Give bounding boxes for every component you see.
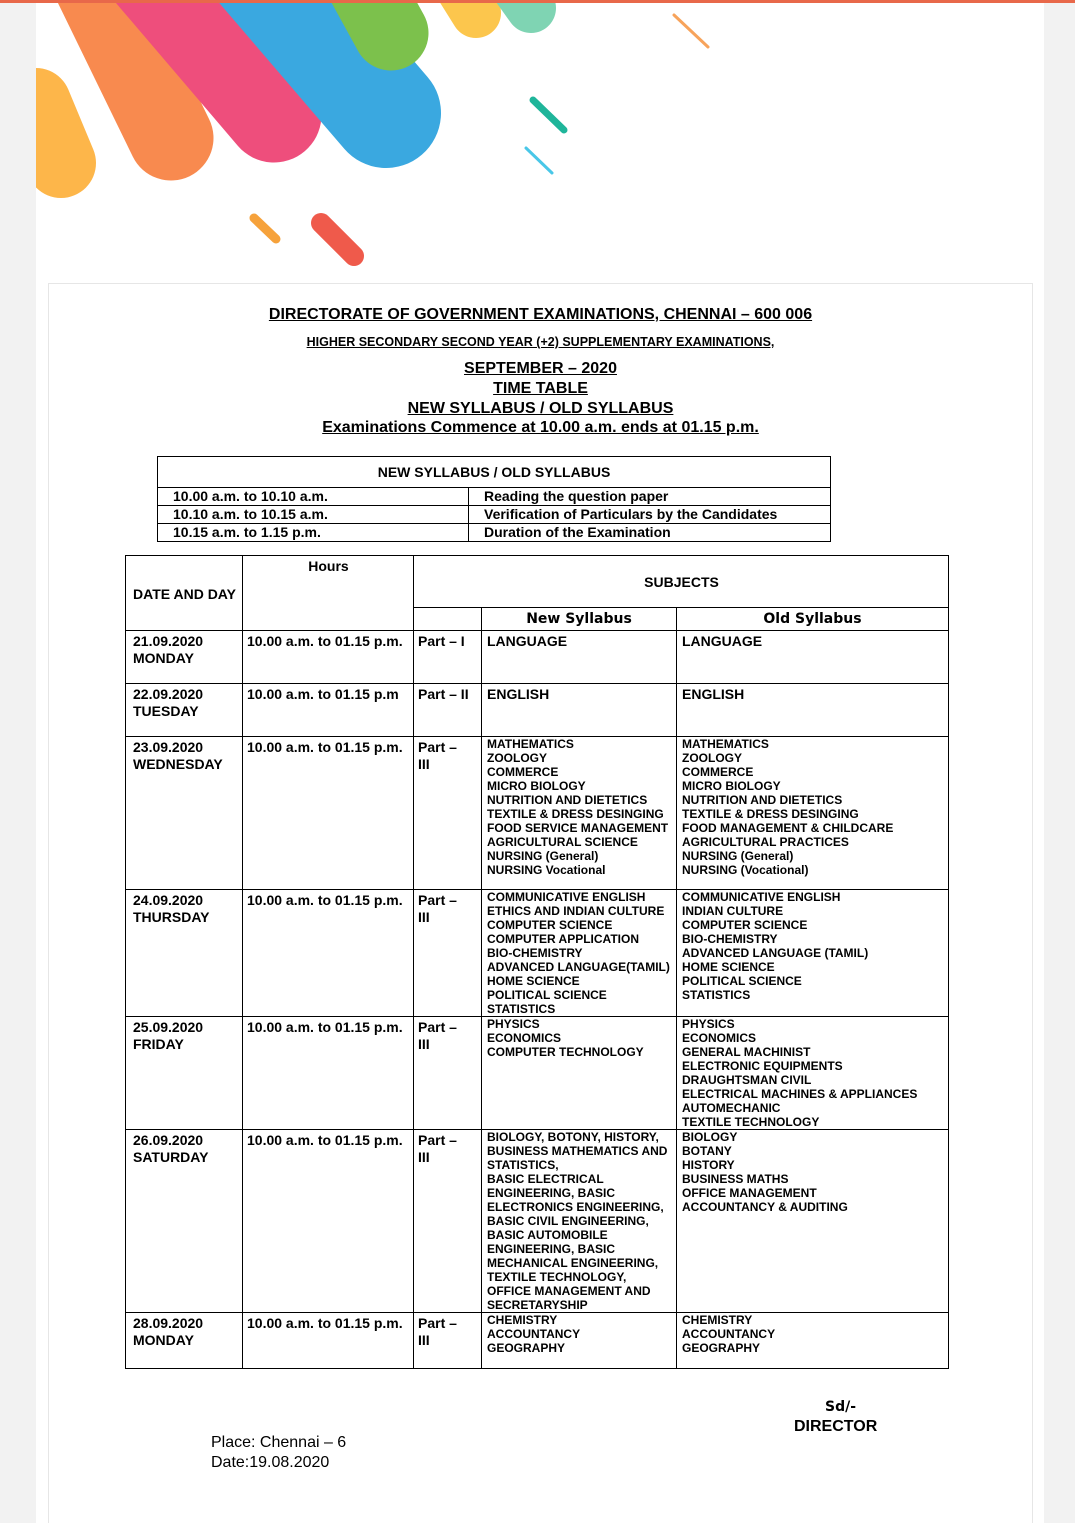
exam-session: SEPTEMBER – 2020 — [464, 360, 617, 377]
table-row — [126, 1017, 949, 1130]
exam-hours-cell: 10.00 a.m. to 01.15 p.m. — [243, 737, 414, 890]
exam-part-cell: Part – III — [414, 1017, 482, 1130]
document-page — [36, 3, 1044, 1523]
exam-hours-cell: 10.00 a.m. to 01.15 p.m. — [243, 1130, 414, 1313]
subjects-header: SUBJECTS — [414, 556, 949, 608]
exam-hours-cell: 10.00 a.m. to 01.15 p.m. — [243, 1017, 414, 1130]
old-syllabus-header: Old Syllabus — [677, 608, 949, 631]
new-syllabus-subjects: MATHEMATICS ZOOLOGY COMMERCE MICRO BIOLOGY NUTRITION AND DIETETICS TEXTILE & DRESS DESINGING FOOD SERVICE MANAGEMENT AGRICULTURAL SCIENCE NURSING (General) NURSING Vocational — [482, 737, 677, 890]
exam-date-cell: 22.09.2020 TUESDAY — [126, 684, 243, 737]
director-title: DIRECTOR — [794, 1418, 878, 1435]
place-text: Place: Chennai – 6 — [211, 1434, 347, 1451]
time-table-heading: TIME TABLE — [493, 380, 588, 397]
new-syllabus-subjects: ENGLISH — [482, 684, 677, 737]
old-syllabus-subjects: LANGUAGE — [677, 631, 949, 684]
table-row — [126, 631, 949, 684]
schedule-timing-table — [157, 456, 831, 542]
new-syllabus-subjects: PHYSICS ECONOMICS COMPUTER TECHNOLOGY — [482, 1017, 677, 1130]
table-row — [126, 737, 949, 890]
exam-date-cell: 21.09.2020 MONDAY — [126, 631, 243, 684]
exam-date-cell: 23.09.2020 WEDNESDAY — [126, 737, 243, 890]
new-syllabus-subjects: BIOLOGY, BOTONY, HISTORY, BUSINESS MATHEMATICS AND STATISTICS, BASIC ELECTRICAL ENGINEERING, BASIC ELECTRONICS ENGINEERING, BASIC CIVIL ENGINEERING, BASIC AUTOMOBILE ENGINEERING, BASIC MECHANICAL ENGINEERING, TEXTILE TECHNOLOGY, OFFICE MANAGEMENT AND SECRETARYSHIP — [482, 1130, 677, 1313]
old-syllabus-subjects: PHYSICS ECONOMICS GENERAL MACHINIST ELECTRONIC EQUIPMENTS DRAUGHTSMAN CIVIL ELECTRICAL MACHINES & APPLIANCES AUTOMECHANIC TEXTILE TECHNOLOGY — [677, 1017, 949, 1130]
exam-date-cell: 25.09.2020 FRIDAY — [126, 1017, 243, 1130]
timing-time: 10.10 a.m. to 10.15 a.m. — [158, 506, 469, 524]
syllabus-heading: NEW SYLLABUS / OLD SYLLABUS — [407, 400, 674, 417]
timing-time: 10.15 a.m. to 1.15 p.m. — [158, 524, 469, 542]
new-syllabus-subjects: COMMUNICATIVE ENGLISH ETHICS AND INDIAN CULTURE COMPUTER SCIENCE COMPUTER APPLICATION BIO-CHEMISTRY ADVANCED LANGUAGE(TAMIL) HOME SCIENCE POLITICAL SCIENCE STATISTICS — [482, 890, 677, 1017]
exam-hours-cell: 10.00 a.m. to 01.15 p.m — [243, 684, 414, 737]
exam-part-cell: Part – I — [414, 631, 482, 684]
date-text: Date:19.08.2020 — [211, 1454, 330, 1471]
signature-mark: Sd/- — [825, 1399, 857, 1415]
exam-date-cell: 24.09.2020 THURSDAY — [126, 890, 243, 1017]
old-syllabus-subjects: BIOLOGY BOTANY HISTORY BUSINESS MATHS OFFICE MANAGEMENT ACCOUNTANCY & AUDITING — [677, 1130, 949, 1313]
timing-activity: Duration of the Examination — [469, 524, 831, 542]
old-syllabus-subjects: COMMUNICATIVE ENGLISH INDIAN CULTURE COMPUTER SCIENCE BIO-CHEMISTRY ADVANCED LANGUAGE (TAMIL) HOME SCIENCE POLITICAL SCIENCE STATISTICS — [677, 890, 949, 1017]
directorate-title: DIRECTORATE OF GOVERNMENT EXAMINATIONS, CHENNAI – 600 006 — [268, 306, 813, 323]
exam-part-cell: Part – II — [414, 684, 482, 737]
exam-part-cell: Part – III — [414, 890, 482, 1017]
table-row — [126, 684, 949, 737]
exam-date-cell: 28.09.2020 MONDAY — [126, 1313, 243, 1369]
new-syllabus-header: New Syllabus — [482, 608, 677, 631]
exam-hours-cell: 10.00 a.m. to 01.15 p.m. — [243, 1313, 414, 1369]
old-syllabus-subjects: CHEMISTRY ACCOUNTANCY GEOGRAPHY — [677, 1313, 949, 1369]
timing-activity: Reading the question paper — [469, 488, 831, 506]
timing-activity: Verification of Particulars by the Candidates — [469, 506, 831, 524]
hours-header: Hours — [243, 556, 414, 631]
exam-hours-cell: 10.00 a.m. to 01.15 p.m. — [243, 631, 414, 684]
exam-subtitle: HIGHER SECONDARY SECOND YEAR (+2) SUPPLEMENTARY EXAMINATIONS, — [306, 335, 775, 349]
colorful-banner-decoration — [36, 3, 1044, 283]
new-syllabus-subjects: LANGUAGE — [482, 631, 677, 684]
timing-time: 10.00 a.m. to 10.10 a.m. — [158, 488, 469, 506]
table-row — [126, 1130, 949, 1313]
exam-date-cell: 26.09.2020 SATURDAY — [126, 1130, 243, 1313]
new-syllabus-subjects: CHEMISTRY ACCOUNTANCY GEOGRAPHY — [482, 1313, 677, 1369]
exam-timing-note: Examinations Commence at 10.00 a.m. ends at 01.15 p.m. — [322, 419, 759, 436]
date-day-header: DATE AND DAY — [126, 556, 243, 631]
exam-hours-cell: 10.00 a.m. to 01.15 p.m. — [243, 890, 414, 1017]
table-row — [126, 1313, 949, 1369]
exam-part-cell: Part – III — [414, 1313, 482, 1369]
old-syllabus-subjects: ENGLISH — [677, 684, 949, 737]
document-content — [48, 283, 1033, 1523]
old-syllabus-subjects: MATHEMATICS ZOOLOGY COMMERCE MICRO BIOLOGY NUTRITION AND DIETETICS TEXTILE & DRESS DESINGING FOOD MANAGEMENT & CHILDCARE AGRICULTURAL PRACTICES NURSING (General) NURSING (Vocational) — [677, 737, 949, 890]
table-row — [126, 890, 949, 1017]
exam-part-cell: Part – III — [414, 1130, 482, 1313]
exam-schedule-table — [125, 555, 949, 1369]
timing-table-header: NEW SYLLABUS / OLD SYLLABUS — [158, 457, 831, 488]
exam-part-cell: Part – III — [414, 737, 482, 890]
